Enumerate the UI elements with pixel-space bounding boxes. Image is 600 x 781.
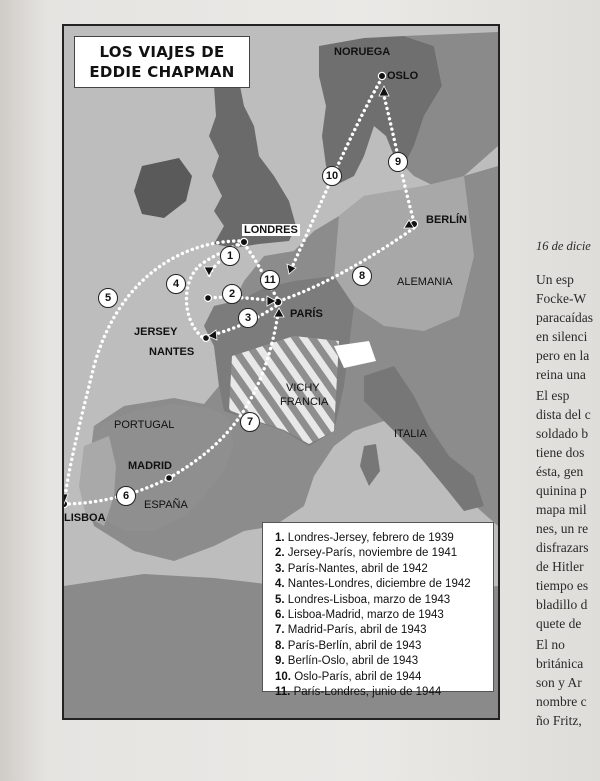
text-line: Un esp — [536, 272, 574, 287]
label-portugal: PORTUGAL — [114, 419, 175, 431]
londres-marker — [240, 238, 247, 245]
text-line: paracaídas — [536, 310, 593, 325]
text-line: en silenci — [536, 329, 588, 344]
paris-marker — [274, 298, 282, 306]
label-berlin: BERLÍN — [426, 214, 467, 226]
label-italia: ITALIA — [394, 428, 427, 440]
text-line: disfrazars — [536, 540, 589, 555]
legend-item: 1. Londres-Jersey, febrero de 1939 — [275, 532, 454, 544]
text-line: ño Fritz, — [536, 713, 582, 728]
route-number-2: 2 — [222, 284, 242, 304]
legend-item: 7. Madrid-París, abril de 1943 — [275, 624, 427, 637]
route-number-5: 5 — [98, 288, 118, 308]
label-vichy: VICHY — [286, 382, 320, 394]
label-noruega: NORUEGA — [334, 46, 391, 58]
label-francia: FRANCIA — [280, 396, 329, 408]
text-line: dista del c — [536, 407, 591, 422]
text-line: de Hitler — [536, 559, 584, 574]
text-line: mapa mil — [536, 502, 587, 517]
route-legend — [262, 522, 494, 699]
legend-item: 6. Lisboa-Madrid, marzo de 1943 — [275, 609, 444, 622]
title-line-1: LOS VIAJES DE — [99, 43, 225, 61]
text-line: son y Ar — [536, 675, 582, 690]
route-number-11: 11 — [260, 270, 280, 290]
jersey-marker — [205, 295, 212, 302]
legend-item: 11. París-Londres, junio de 1944 — [275, 686, 442, 699]
text-line: nombre c — [536, 694, 587, 709]
map-title — [74, 36, 250, 88]
label-alemania: ALEMANIA — [397, 276, 453, 288]
text-line: El esp — [536, 388, 570, 403]
text-line: tiene dos — [536, 445, 585, 460]
legend-item: 2. Jersey-París, noviembre de 1941 — [275, 547, 458, 560]
legend-item: 5. Londres-Lisboa, marzo de 1943 — [275, 593, 451, 606]
route-number-6: 6 — [116, 486, 136, 506]
legend-item: 8. París-Berlín, abril de 1943 — [275, 639, 422, 652]
madrid-marker — [166, 475, 173, 482]
route-number-4: 4 — [166, 274, 186, 294]
route-number-1: 1 — [220, 246, 240, 266]
oslo-marker — [378, 72, 385, 79]
text-line: ésta, gen — [536, 464, 584, 479]
text-line: pero en la — [536, 348, 590, 363]
text-line: tiempo es — [536, 578, 589, 593]
legend-item: 10. Oslo-París, abril de 1944 — [275, 670, 422, 683]
text-line: quete de — [536, 616, 582, 631]
route-number-3: 3 — [238, 308, 258, 328]
label-paris: PARÍS — [290, 308, 323, 320]
text-line: quinina p — [536, 483, 587, 498]
route-number-8: 8 — [352, 266, 372, 286]
map-frame — [62, 24, 500, 720]
text-line: Focke-W — [536, 291, 587, 306]
text-line: soldado b — [536, 426, 589, 441]
text-line: británica — [536, 656, 584, 671]
title-line-2: EDDIE CHAPMAN — [89, 63, 235, 81]
label-lisboa: LISBOA — [64, 512, 106, 524]
label-oslo: OSLO — [387, 70, 419, 82]
legend-item: 4. Nantes-Londres, diciembre de 1942 — [275, 578, 471, 591]
route-number-9: 9 — [388, 152, 408, 172]
legend-item: 9. Berlín-Oslo, abril de 1943 — [275, 655, 419, 668]
label-londres: LONDRES — [244, 224, 298, 236]
facing-page-text — [536, 0, 600, 781]
label-nantes: NANTES — [149, 346, 195, 358]
label-madrid: MADRID — [128, 460, 172, 472]
text-line: reina una — [536, 367, 586, 382]
label-espana: ESPAÑA — [144, 499, 188, 511]
route-number-10: 10 — [322, 166, 342, 186]
text-line: bladillo d — [536, 597, 588, 612]
label-jersey: JERSEY — [134, 326, 178, 338]
route-number-7: 7 — [240, 412, 260, 432]
legend-item: 3. París-Nantes, abril de 1942 — [275, 562, 428, 575]
text-line: nes, un re — [536, 521, 589, 536]
text-line: El no — [536, 637, 565, 652]
text-line: 16 de dicie — [536, 239, 591, 253]
